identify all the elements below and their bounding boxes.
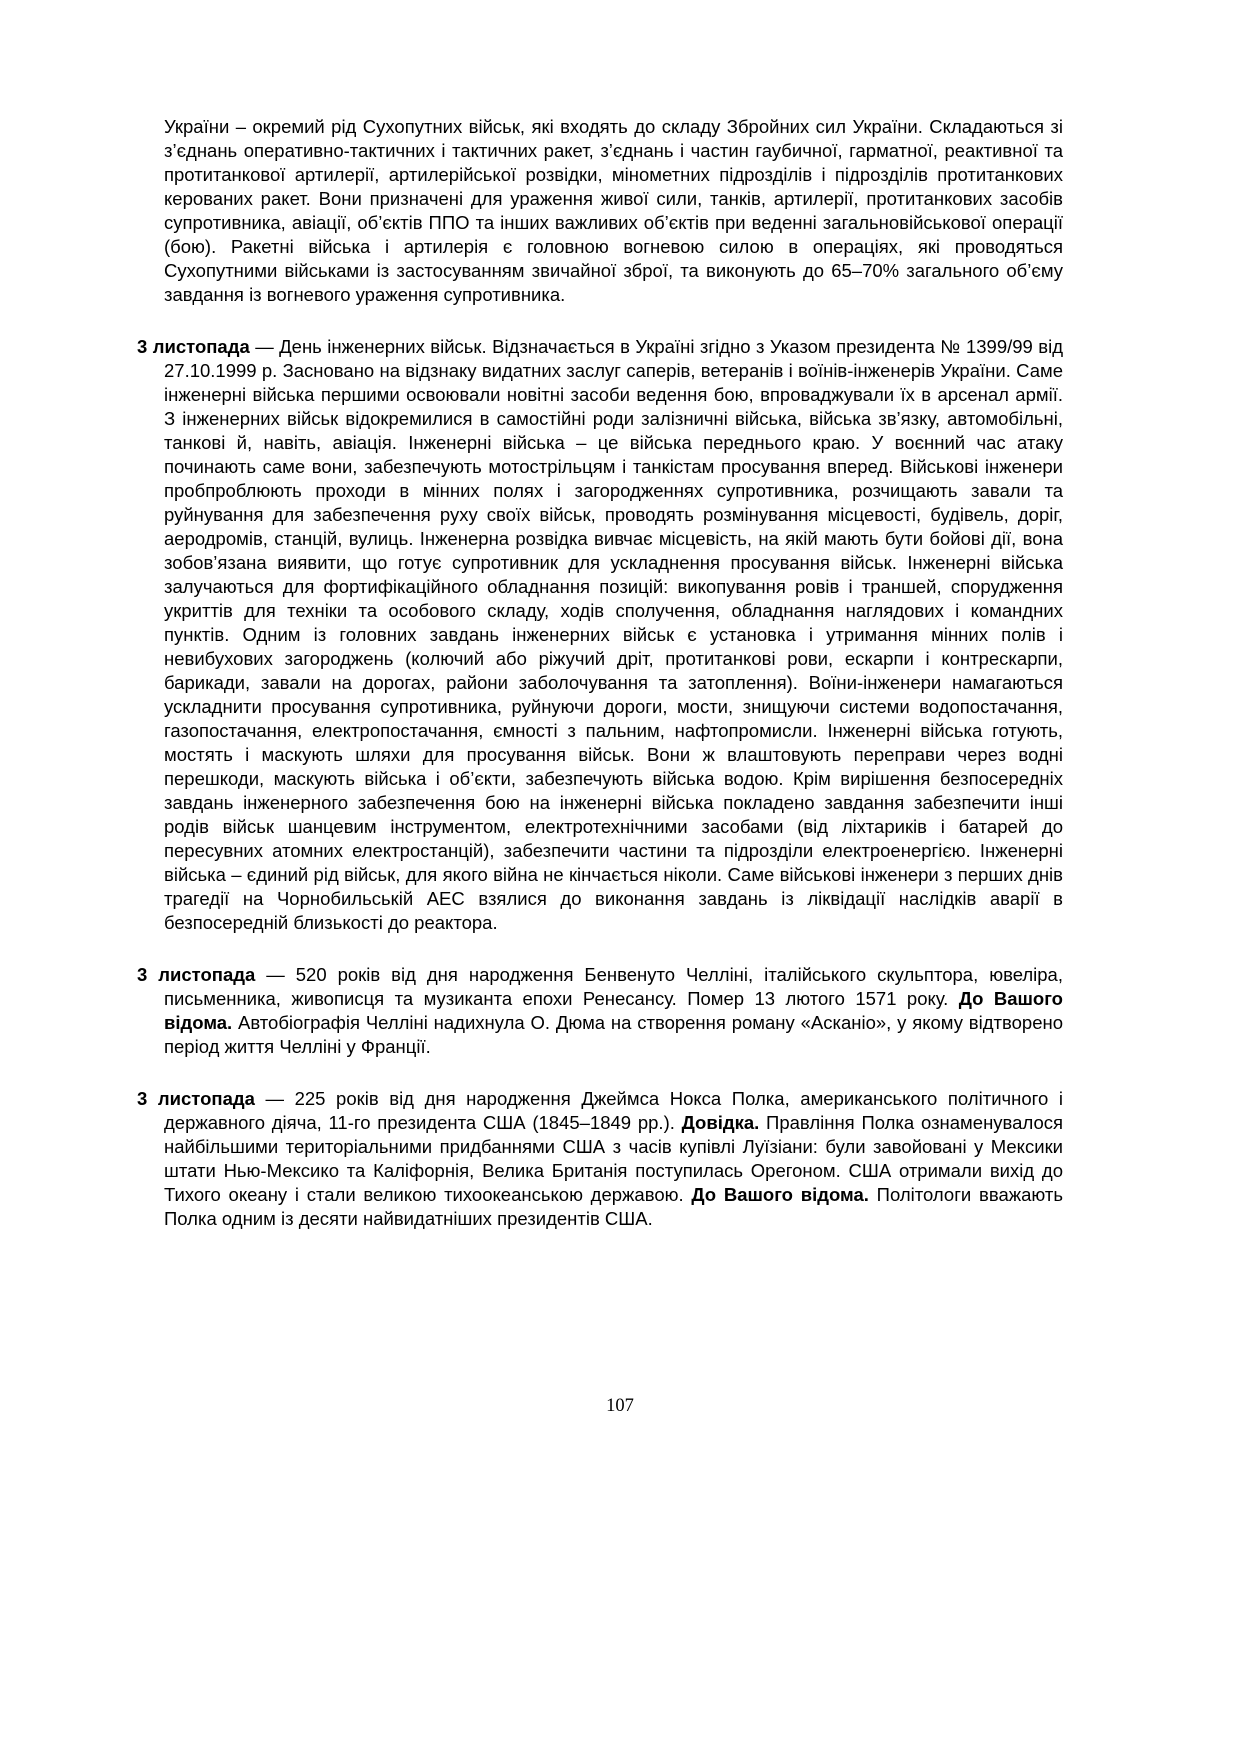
entry-cellini [137,963,1063,1059]
entry-text: 520 років від дня народження Бенвенуто Челліні, італійського скульптора, ювеліра, письменника, живописця та музиканта епохи Ренесансу. Помер 13 лютого 1571 року. [164,964,1063,1009]
page-number: 107 [606,1396,634,1416]
entry-date: 3 листопада [137,336,250,357]
note-label: До Вашого відома. [164,988,1063,1033]
entry-dash: — [254,1088,295,1109]
reference-label: Довідка. [681,1112,760,1133]
entry-text: День інженерних військ. Відзначається в Україні згідно з Указом президента № 1399/99 від 27.10.1999 р. Засновано на відзнаку видатних заслуг саперів, ветеранів і воїнів-інженерів України. Саме інженерні війська першими освоювали новітні засоби ведення бою, впроваджували їх в арсенал армії. З інженерних військ відокремилися в самостійні роди залізничні війська, війська зв’язку, автомобільні, танкові й, навіть, авіація. Інженерні війська – це війська переднього краю. У воєнний час атаку починають саме вони, забезпечують мотострільцям і танкістам просування вперед. Військові інженери пробпроблюють проходи в мінних полях і загородженнях супротивника, розчищають завали та руйнування для забезпечення руху своїх військ, проводять розмінування місцевості, будівель, доріг, аеродромів, станцій, вулиць. Інженерна розвідка вивчає місцевість, на якій мають бути бойові дії, вона зобов’язана виявити, що готує супротивник для ускладнення просування військ. Інженерні війська залучаються для фортифікаційного обладнання позицій: викопування ровів і траншей, спорудження укриттів для техніки та особового складу, ходів сполучення, обладнання наглядових і командних пунктів. Одним із головних завдань інженерних військ є установка і утримання мінних полів і невибухових загороджень (колючий або ріжучий дріт, протитанкові рови, ескарпи і контрескарпи, барикади, завали на дорогах, райони заболочування та затоплення). Воїни-інженери намагаються ускладнити просування супротивника, руйнуючи дороги, мости, знищуючи системи водопостачання, газопостачання, електропостачання, ємності з пальним, нафтопромисли. Інженерні війська готують, мостять і маскують шляхи для просування військ. Вони ж влаштовують переправи через водні перешкоди, маскують війська і об’єкти, забезпечують війська водою. Крім вирішення безпосередніх завдань інженерного забезпечення бою на інженерні війська покладено завдання забезпечити інші родів військ шанцевим інструментом, електротехнічними засобами (від ліхтариків і батарей до пересувних атомних електростанцій), забезпечити частини та підрозділи електроенергією. Інженерні війська – єдиний рід військ, для якого війна не кінчається ніколи. Саме військові інженери з перших днів трагедії на Чорнобильській АЕС взялися до виконання завдань із ліквідації наслідків аварії в безпосередній близькості до реактора. [164,336,1063,933]
entry-text: Автобіографія Челліні надихнула О. Дюма на створення роману «Асканіо», у якому відтворено період життя Челліні у Франції. [164,1012,1063,1057]
intro-paragraph: України – окремий рід Сухопутних військ, які входять до складу Збройних сил України. Складаються зі з’єднань оперативно-тактичних і тактичних ракет, з’єднань і частин гаубичної, гарматної, реактивної та протитанкової артилерії, артилерійської розвідки, мінометних підрозділів і підрозділів протитанкових керованих ракет. Вони призначені для ураження живої сили, танків, артилерії, протитанкових засобів супротивника, авіації, об’єктів ППО та інших важливих об’єктів при веденні загальновійськової операції (бою). Ракетні війська і артилерія є головною вогневою силою в операціях, які проводяться Сухопутними військами із застосуванням звичайної зброї, та виконують до 65–70% загального об’єму завдання із вогневого ураження супротивника. [164,116,1063,305]
page-body [137,115,1063,1231]
entry-date: 3 листопада [137,1088,255,1109]
entry-dash: — [255,964,296,985]
entry-polk [137,1087,1063,1231]
entry-text: 225 років від дня народження Джеймса Нокса Полка, американського політичного і державного діяча, 11-го президента США (1845–1849 рр.). [164,1088,1063,1133]
entry-text: Політологи вважають Полка одним із десяти найвидатніших президентів США. [164,1184,1063,1229]
entry-text: Правління Полка ознаменувалося найбільшими територіальними придбаннями США з часів купівлі Луїзіани: були завойовані у Мексики штати Нью-Мексико та Каліфорнія, Велика Британія поступилась Орегоном. США отримали вихід до Тихого океану і стали великою тихоокеанською державою. [164,1112,1063,1205]
entry-dash: — [249,336,280,357]
entry-date: 3 листопада [137,964,256,985]
entry-engineering-troops-day [137,335,1063,935]
note-label: До Вашого відома. [691,1184,869,1205]
